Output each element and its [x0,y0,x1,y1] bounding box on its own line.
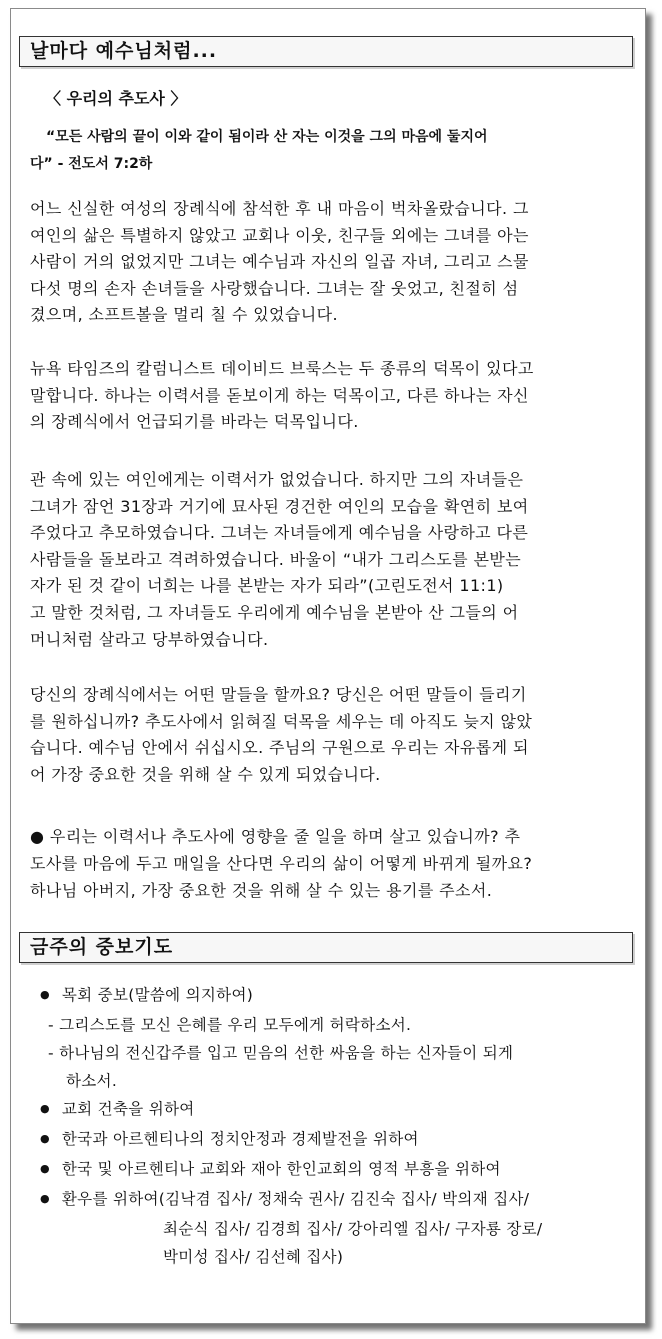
scripture-verse [30,124,622,178]
prayer-names: 박미성 집사/ 김선혜 집사) [163,1248,344,1266]
text-line: 당신의 장례식에서는 어떤 말들을 할까요? 당신은 어떤 말들이 들리기 [30,685,527,704]
text-line: 의 장례식에서 언급되기를 바라는 덕목입니다. [30,412,359,432]
text-line: 어 가장 중요한 것을 위해 살 수 있게 되었습니다. [30,764,381,784]
verse-line: 다” - 전도서 7:2하 [30,156,153,172]
prayer-names: 최순식 집사/ 김경희 집사/ 강아리엘 집사/ 구자룡 장로/ [163,1220,543,1238]
text-line: 사람들을 돌보라고 격려하였습니다. 바울이 “내가 그리스도를 본받는 [30,549,522,569]
reflection-block [30,823,620,904]
prayer-item: ● 한국 및 아르헨티나 교회와 재아 한인교회의 영적 부흥을 위하여 [30,1155,630,1185]
prayer-subitem: - 그리스도를 모신 은혜를 우리 모두에게 허락하소서. [48,1016,412,1034]
text-line: 말합니다. 하나는 이력서를 돋보이게 하는 덕목이고, 다른 하나는 자신 [30,385,529,405]
text-line: 사람이 거의 없었지만 그녀는 예수님과 자신의 일곱 자녀, 그리고 스물 [30,252,529,272]
text-line: 겼으며, 소프트볼을 멀리 칠 수 있었습니다. [30,305,338,325]
text-line: 자가 된 것 같이 너희는 나를 본받는 자가 되라”(고린도전서 11:1) [30,576,504,596]
section-title-daily: 날마다 예수님처럼... [19,36,633,67]
text-line: 고 말한 것처럼, 그 자녀들도 우리에게 예수님을 본받아 산 그들의 어 [30,602,519,622]
text-line: 하나님 아버지, 가장 중요한 것을 위해 살 수 있는 용기를 주소서. [30,881,493,900]
text-line: 뉴욕 타임즈의 칼럼니스트 데이비드 브룩스는 두 종류의 덕목이 있다고 [30,359,534,378]
text-line: 그녀가 잠언 31장과 거기에 묘사된 경건한 여인의 모습을 확연히 보여 [30,496,529,516]
devotion-subtitle: 〈 우리의 추도사 〉 [45,89,187,108]
paragraph-4 [30,682,620,788]
prayer-item: ● 목회 중보(말씀에 의지하여) [30,981,630,1011]
prayer-item: ● 교회 건축을 위하여 [30,1095,630,1125]
text-line: 여인의 삶은 특별하지 않았고 교회나 이웃, 친구들 외에는 그녀를 아는 [30,225,529,245]
text-line: 습니다. 예수님 안에서 쉬십시오. 주님의 구원으로 우리는 자유롭게 되 [30,738,529,758]
text-line: 도사를 마음에 두고 매일을 산다면 우리의 삶이 어떻게 바뀌게 될까요? [30,854,533,873]
paragraph-1 [30,196,620,329]
prayer-subitem: - 하나님의 전신갑주를 입고 믿음의 선한 싸움을 하는 신자들이 되게 [48,1044,514,1062]
section-title-prayer: 금주의 중보기도 [19,932,633,963]
verse-line: “모든 사람의 끝이 이와 같이 됨이라 산 자는 이것을 그의 마음에 둘지어 [46,129,488,145]
text-line: 어느 신실한 여성의 장례식에 참석한 후 내 마음이 벅차올랐습니다. 그 [30,199,529,218]
text-line: 를 원하십니까? 추도사에서 읽혀질 덕목을 세우는 데 아직도 늦지 않았 [30,711,533,731]
text-line: 주었다고 추모하였습니다. 그녀는 자녀들에게 예수님을 사랑하고 다른 [30,523,529,543]
text-line: 머니처럼 살라고 당부하였습니다. [30,629,269,649]
paragraph-3 [30,467,620,653]
paragraph-2 [30,356,620,436]
text-line: 다섯 명의 손자 손녀들을 사랑했습니다. 그녀는 잘 웃었고, 친절히 섬 [30,278,519,298]
text-line: 관 속에 있는 여인에게는 이력서가 없었습니다. 하지만 그의 자녀들은 [30,470,524,489]
prayer-item: ● 환우를 위하여(김낙겸 집사/ 정채숙 권사/ 김진숙 집사/ 박의재 집사/ [30,1185,630,1215]
prayer-list [30,981,630,1271]
prayer-subitem-cont: 하소서. [66,1072,118,1090]
prayer-item: ● 한국과 아르헨티나의 정치안정과 경제발전을 위하여 [30,1125,630,1155]
text-line: ● 우리는 이력서나 추도사에 영향을 줄 일을 하며 살고 있습니까? 추 [30,827,521,846]
